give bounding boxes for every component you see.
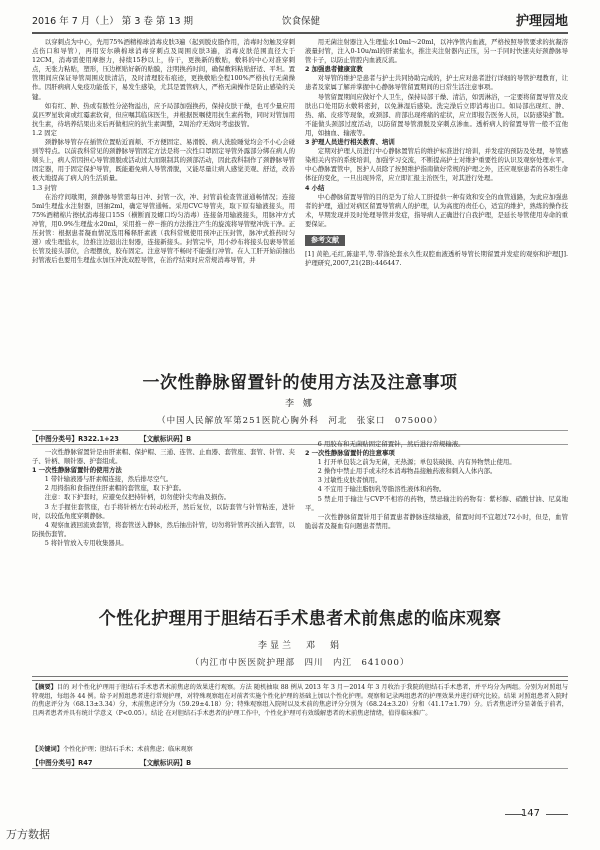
page-number-rule <box>546 814 568 815</box>
list-item: 1 带针输液器与肝素帽连接，然后排尽空气。 <box>44 475 173 484</box>
article-2-author: 李显兰 邓 娟 <box>257 641 342 651</box>
article-1-title: 一次性静脉留置针的使用方法及注意事项 <box>142 373 458 393</box>
keywords-text: 个性化护理；胆结石手术；术前焦虑；临床观察 <box>62 746 193 753</box>
paragraph: 对导管的维护是患者与护士共同协助完成的，护士应对患者进行详细的导管护理教育，让患者及家属了解并掌握中心静脉导管留置期间的日常生活注意事项。 <box>305 74 568 92</box>
article-2-keywords <box>32 746 568 755</box>
paragraph: 颈静脉导管存在插管位置贴近面颊、不方便固定、易滑脱、病人洗脸睡觉均会不小心会碰到等特点。以前我科常见的颈静脉导管固定方法是将一次性口罩固定导管外露部分绑在病人的颊头上，病人常因担心导管滑脱或活动过大而限制其的颈部活动，因此我科制作了颈静脉导管固定器，用于固定保护导管，既能避免病人导管滑脱，又能尽量让病人感觉美观、舒适，改善极大地提高了病人的生活质量。 <box>32 138 295 183</box>
divider <box>32 768 568 769</box>
list-item: 1 打开单包装之前为无菌，无热源；单包装破损、内有异物禁止使用。 <box>317 458 516 467</box>
list-item: 5 禁止用于输注与CVP不相容的药物，禁忌输注的药物有：紫杉醇、硝酸甘油、尼莫地平。 <box>305 494 568 512</box>
watermark: 万方数据 <box>6 828 50 841</box>
paragraph: 用无菌注射器注入生理盐水10ml～20ml，以冲净管内血液，严格按照导管要求的抗凝溶液量封管，注入0-10u/ml的肝素盐水，推注夹注射器内正压，另一手同时快速夹好颈静脉导管卡子，以防止管腔内血液反流。 <box>305 38 568 65</box>
references <box>305 235 568 268</box>
note: 注意：取下护套时，应避免仅把持针柄，切勿使针尖弯曲及损伤。 <box>44 493 231 502</box>
section-heading: 4 小结 <box>305 183 325 192</box>
paragraph: 如有红、肿、热或有脓性分泌物溢出，应予局部加强换药，保持皮肤干燥，也可少量应用莫匹罗星软膏或红霉素软膏，但应嘱其临床医生，并根据医嘱使用抗生素药物，同时对管加用抗生素，待培养结果出来后再做相应的抗生素调整，2周治疗无效时考虑拔管。 <box>32 101 295 128</box>
article-2-doc-code: 【文献标识码】B <box>140 759 192 767</box>
article-2-title: 个性化护理用于胆结石手术患者术前焦虑的临床观察 <box>98 609 502 629</box>
subsection-heading: 1.2 固定 <box>32 128 57 137</box>
top-right-column <box>305 38 568 360</box>
paragraph: 在治疗间歇期，颈静脉导管需每日冲、封管一次，冲、封管前检查管道通畅情况；连接5ml生理盐水注射器，回抽2ml，确定导管通畅。采用CVC导管夹，取下原有输液接头，用75%酒精棉片擦拭消毒接口15S（横断面及螺口均匀消毒）连接备用输液接头，用脉冲方式冲管，用0.9%生理盐水20ml，采用推－停－推的方法推注产生的旋流将导管壁冲洗干净。正压封管：根据患者凝血情况选用稀释肝素液（我科常规使用预冲正压封管，脉冲式推药时匀速）或生理盐水，边推注边退出注射器，连接新接头。封管完毕，用小纱布将接头包裹导管延长管及接头部位，合理摆放，胶布固定。注意导管不畅时不能强行冲管。在人工肝开始前抽出封管液后也要用生理盐水加压冲洗双腔导管，在治疗结束时应常规消毒导管，并 <box>32 192 295 265</box>
divider <box>32 430 568 431</box>
abstract-label: 【摘要】 <box>32 684 57 691</box>
page-number: 147 <box>520 808 540 819</box>
list-item: 3 左手握住套管座，右手将针柄左右转动松开，然后复位，以防套管与针管粘连，进针时，以较低角度穿刺静脉。 <box>32 502 295 520</box>
list-item: 4 不宜用于输注脂肪乳等脂溶性液体和药物。 <box>317 485 446 494</box>
journal-name: 饮食保健 <box>282 16 321 27</box>
list-item: 2 用拇指和食指捏住肝素帽的套管座，取下护套。 <box>44 484 186 493</box>
article-1-right-column <box>305 440 568 598</box>
keywords-label: 【关键词】 <box>32 746 63 753</box>
paragraph: 中心静脉留置导管的目的是为了给人工肝提供一种有效和安全的血管通路，为此应加强患者的护理，通过对病区留置导管病人的护理，认为高度的责任心，适宜的维护，熟练的操作技术，早期发现并及时处理导管并发症，指导病人正确进行自我护理，是延长导管使用寿命的重要保证。 <box>305 192 568 228</box>
running-header <box>32 10 568 34</box>
section-heading: 2 一次性静脉留置针的注意事项 <box>305 449 395 458</box>
section-heading: 1 一次性静脉留置针的使用方法 <box>32 466 122 475</box>
article-2-abstract <box>32 684 568 718</box>
references-title: 参考文献 <box>305 235 345 246</box>
list-item: 2 操作中禁止用手或未经本消毒物品接触药液和刺入人体内部。 <box>317 467 497 476</box>
article-1-author: 李 娜 <box>285 399 315 409</box>
list-item: 5 将针管放入专用收集器具。 <box>44 538 128 547</box>
article-1-doc-code: 【文献标识码】B <box>140 435 192 443</box>
article-2-affiliation: （内江市中医医院护理部 四川 内江 641000） <box>190 658 410 668</box>
article-1-left-column <box>32 448 295 598</box>
paragraph: 导管留置期间应做好个人卫生，保持局部干燥、清洁，如需淋浴，一定要将留置导管及皮肤出口处用防水敷料密封，以免淋湿后感染。洗完澡后立即消毒出口。如局部出现红、肿、热、痛、皮疹等现象，或颈部、肩部出现疼痛的症状，应立即报告医务人员，以防感染扩散。不能做头颈部过度活动，以防留置导管滑脱及穿刺点渗血。透析病人的留置导管一般不宜他用，如抽血、输液等。 <box>305 92 568 137</box>
list-item: 3 过敏性皮肤者慎用。 <box>317 476 382 485</box>
subsection-heading: 1.3 封管 <box>32 183 57 192</box>
section-name: 护理园地 <box>515 14 568 29</box>
abstract-text: 目的 对个性化护理用于胆结石手术患者术前焦虑的效果进行观察。方法 随机抽取 88 例从 2013 年 3 月～2014 年 3 月收治于我院的胆结石手术患者，并平均分为两组。分别为对照组与特观组，每组各 44 例。给予对照组患者进行常规护理，对特殊观察组在对前者实施个性化护理的基础上加以个性化护理。观察和记录两组患者的护理效果并进行研究比较。结果 对照组患者入院时的焦虑评分为（68.13±3.34）分，术前焦虑评分为（59.29±4.18）分；特殊观察组入院时以及术前的焦虑评分分别为（68.24±3.20）分和（41.17±1.79）分。后者焦虑评分显著低于前者，且两者患者并具有统计学意义（P<0.05）。结论 在对胆结石手术患者的护理工作中，个性化护理可有效缓解患者的术前焦虑情绪，值得临床推广。 <box>32 684 569 717</box>
section-heading: 3 护理人员进行相关教育、培训 <box>305 138 395 147</box>
paragraph: 定期对护理人员进行中心静脉置管后的维护标准进行培训，并发症的预防及处理，导管感染相关内容的系统培训，加强学习交流，不断提高护士对维护重要性的认识及观察处理水平。中心静脉置管中，医护人员除了按照维护指南做好常规的护理之外，还应观察患者的各项生命体征的变化，一旦出现异常，应立即汇报主治医生，对其进行处理。 <box>305 147 568 183</box>
divider <box>32 676 568 681</box>
list-item: 6 用胶布和无菌贴固定留置针，然后进行常规输液。 <box>317 440 465 448</box>
paragraph: 一次性静脉留置针是由肝素帽、保护帽、三通、连管、止血器、套管座、套管、针管、夹子、针柄、顺针器、护套组成。 <box>32 448 295 466</box>
issue-info: 2016 年 7 月（上） 第 3 卷 第 13 期 <box>32 16 194 27</box>
paragraph: 以穿刺点为中心，先用75%酒精棉球消毒皮肤3遍（起到脱皮脂作用，消毒时勿触及穿刺点伤口和导管），再用安尔碘棉球消毒穿刺点及周围皮肤3遍，消毒皮肤范围直径大于12CM，消毒需使用摩擦力，持续15秒以上，待干，更换新的敷贴，敷料的中心对准穿刺点，无张力粘贴，塑形，压边框贴好新的贴膜，注明换药时间，确保敷料粘贴舒适、平坦。置管期间应保证导管周围皮肤清洁，及时清理胶布痕迹，更换敷贴全程100%严格执行无菌操作。因肝病病人免疫功能低下，易发生感染，尤其是置管病人，严格无菌操作是防止感染的关键。 <box>32 38 295 101</box>
article-1-clc: 【中图分类号】R322.1+23 <box>32 435 119 443</box>
list-item: 4 观察血液回流致套管，将套管送入静脉，然后抽出针管，切勿将针管再次插入套管，以防损伤套管。 <box>32 520 295 538</box>
article-2-clc: 【中图分类号】R47 <box>32 759 93 767</box>
section-heading: 2 加强患者健康宣教 <box>305 65 363 74</box>
article-1-affiliation: （中国人民解放军第251医院心胸外科 河北 张家口 075000） <box>157 416 443 426</box>
top-left-column <box>32 38 295 360</box>
paragraph: 一次性静脉留置针用于留置患者静脉连续输液，留置时间不宜超过72小时，但是，血管脆弱者及凝血有问题患者禁用。 <box>305 512 568 530</box>
reference-item: [1] 黄艳,毛红,陈建平,等.带涤纶套永久性双腔血液透析导管长期留置并发症的观察和护理[J].护理研究,2007,21(2B):446447. <box>305 250 568 268</box>
